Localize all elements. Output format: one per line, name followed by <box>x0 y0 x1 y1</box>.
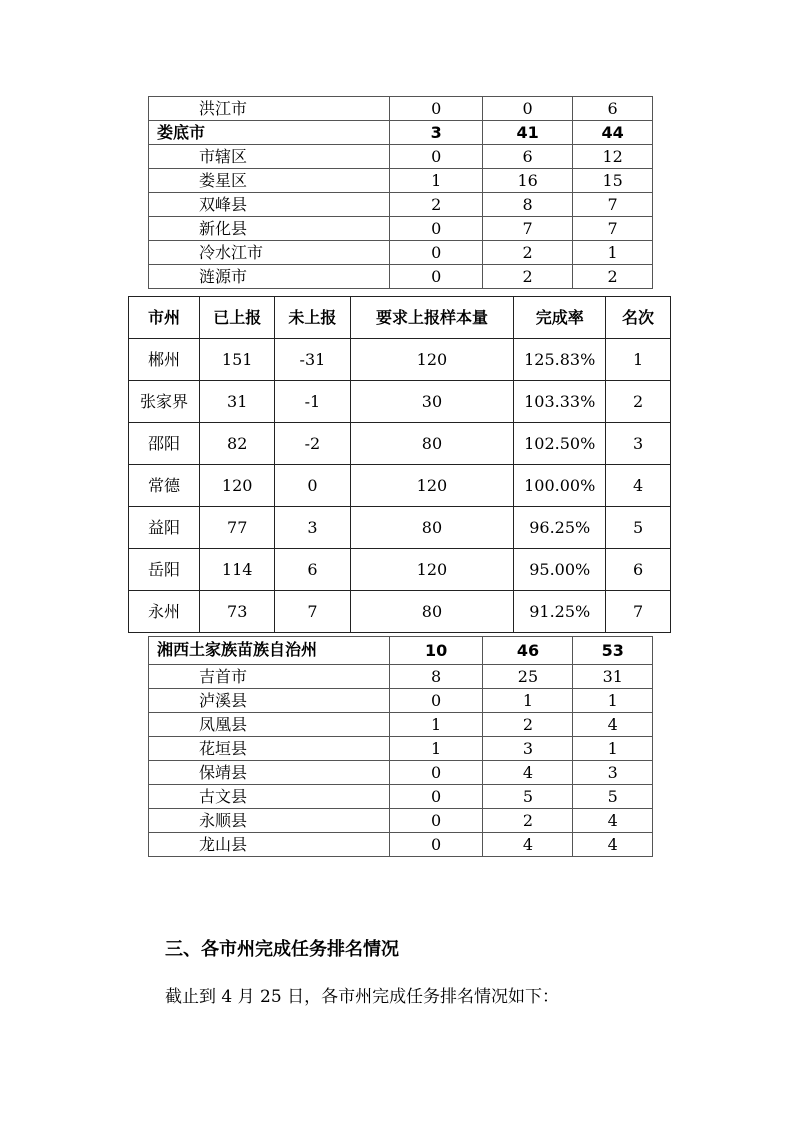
completion-rate-cell: 103.33% <box>514 381 606 423</box>
value-cell: 15 <box>573 169 653 193</box>
unreported-cell: -1 <box>275 381 350 423</box>
completion-rate-cell: 100.00% <box>514 465 606 507</box>
table-row <box>149 665 653 689</box>
district-name-cell: 吉首市 <box>149 665 390 689</box>
header-required-sample: 要求上报样本量 <box>350 297 514 339</box>
value-cell: 2 <box>573 265 653 289</box>
value-cell: 4 <box>573 809 653 833</box>
unreported-cell: 3 <box>275 507 350 549</box>
section-heading: 三、各市州完成任务排名情况 <box>165 939 399 960</box>
rank-cell: 6 <box>606 549 671 591</box>
city-cell: 岳阳 <box>129 549 200 591</box>
table-row <box>149 737 653 761</box>
ranking-header-row <box>129 297 671 339</box>
district-name-cell: 洪江市 <box>149 97 390 121</box>
value-cell: 2 <box>482 265 572 289</box>
table-row <box>149 761 653 785</box>
table-row <box>149 97 653 121</box>
completion-rate-cell: 102.50% <box>514 423 606 465</box>
value-cell: 7 <box>573 193 653 217</box>
value-cell: 1 <box>389 713 483 737</box>
ranking-table-body <box>129 297 671 633</box>
table-row <box>149 689 653 713</box>
city-cell: 永州 <box>129 591 200 633</box>
header-rank: 名次 <box>606 297 671 339</box>
value-cell: 1 <box>389 737 483 761</box>
table-row <box>149 193 653 217</box>
reported-cell: 120 <box>200 465 275 507</box>
reported-cell: 77 <box>200 507 275 549</box>
rank-cell: 4 <box>606 465 671 507</box>
value-cell: 0 <box>390 217 483 241</box>
unreported-cell: 0 <box>275 465 350 507</box>
value-cell: 1 <box>573 241 653 265</box>
city-name-cell: 湘西土家族苗族自治州 <box>149 637 390 665</box>
rank-cell: 7 <box>606 591 671 633</box>
rank-cell: 3 <box>606 423 671 465</box>
rank-cell: 1 <box>606 339 671 381</box>
value-cell: 8 <box>389 665 483 689</box>
value-cell: 46 <box>483 637 573 665</box>
value-cell: 4 <box>483 761 573 785</box>
table-row <box>149 785 653 809</box>
value-cell: 2 <box>483 809 573 833</box>
city-name-cell: 娄底市 <box>149 121 390 145</box>
district-table-top-body <box>149 97 653 289</box>
rank-cell: 5 <box>606 507 671 549</box>
unreported-cell: -31 <box>275 339 350 381</box>
header-reported: 已上报 <box>200 297 275 339</box>
value-cell: 0 <box>482 97 572 121</box>
header-completion-rate: 完成率 <box>514 297 606 339</box>
value-cell: 31 <box>573 665 653 689</box>
table-row <box>149 217 653 241</box>
value-cell: 0 <box>390 97 483 121</box>
district-name-cell: 古文县 <box>149 785 390 809</box>
district-name-cell: 花垣县 <box>149 737 390 761</box>
table-row <box>149 145 653 169</box>
value-cell: 2 <box>483 713 573 737</box>
value-cell: 0 <box>390 265 483 289</box>
reported-cell: 151 <box>200 339 275 381</box>
required-sample-cell: 80 <box>350 591 514 633</box>
value-cell: 8 <box>482 193 572 217</box>
value-cell: 1 <box>390 169 483 193</box>
value-cell: 3 <box>573 761 653 785</box>
value-cell: 0 <box>389 689 483 713</box>
district-name-cell: 冷水江市 <box>149 241 390 265</box>
value-cell: 41 <box>482 121 572 145</box>
city-cell: 张家界 <box>129 381 200 423</box>
table-row <box>149 713 653 737</box>
value-cell: 0 <box>389 785 483 809</box>
completion-rate-cell: 91.25% <box>514 591 606 633</box>
table-row <box>149 265 653 289</box>
table-row <box>149 169 653 193</box>
value-cell: 16 <box>482 169 572 193</box>
value-cell: 2 <box>390 193 483 217</box>
value-cell: 7 <box>482 217 572 241</box>
value-cell: 12 <box>573 145 653 169</box>
required-sample-cell: 120 <box>350 465 514 507</box>
value-cell: 0 <box>389 833 483 857</box>
table-row <box>149 637 653 665</box>
section-body: 截止到 4 月 25 日，各市州完成任务排名情况如下： <box>165 987 560 1007</box>
required-sample-cell: 120 <box>350 549 514 591</box>
table-row <box>149 241 653 265</box>
city-cell: 常德 <box>129 465 200 507</box>
district-name-cell: 新化县 <box>149 217 390 241</box>
value-cell: 7 <box>573 217 653 241</box>
required-sample-cell: 120 <box>350 339 514 381</box>
district-name-cell: 永顺县 <box>149 809 390 833</box>
value-cell: 3 <box>390 121 483 145</box>
table-row <box>149 121 653 145</box>
value-cell: 4 <box>483 833 573 857</box>
district-name-cell: 保靖县 <box>149 761 390 785</box>
ranking-row <box>129 549 671 591</box>
header-city: 市州 <box>129 297 200 339</box>
district-name-cell: 龙山县 <box>149 833 390 857</box>
value-cell: 25 <box>483 665 573 689</box>
district-name-cell: 娄星区 <box>149 169 390 193</box>
required-sample-cell: 80 <box>350 423 514 465</box>
completion-rate-cell: 125.83% <box>514 339 606 381</box>
value-cell: 1 <box>573 689 653 713</box>
value-cell: 1 <box>483 689 573 713</box>
value-cell: 10 <box>389 637 483 665</box>
reported-cell: 114 <box>200 549 275 591</box>
ranking-row <box>129 339 671 381</box>
value-cell: 1 <box>573 737 653 761</box>
value-cell: 0 <box>389 809 483 833</box>
value-cell: 53 <box>573 637 653 665</box>
unreported-cell: -2 <box>275 423 350 465</box>
value-cell: 4 <box>573 833 653 857</box>
district-name-cell: 涟源市 <box>149 265 390 289</box>
completion-rate-cell: 95.00% <box>514 549 606 591</box>
value-cell: 4 <box>573 713 653 737</box>
value-cell: 5 <box>573 785 653 809</box>
value-cell: 0 <box>389 761 483 785</box>
table-row <box>149 833 653 857</box>
unreported-cell: 6 <box>275 549 350 591</box>
value-cell: 2 <box>482 241 572 265</box>
rank-cell: 2 <box>606 381 671 423</box>
value-cell: 6 <box>573 97 653 121</box>
value-cell: 0 <box>390 241 483 265</box>
district-name-cell: 双峰县 <box>149 193 390 217</box>
required-sample-cell: 80 <box>350 507 514 549</box>
reported-cell: 31 <box>200 381 275 423</box>
city-cell: 郴州 <box>129 339 200 381</box>
district-name-cell: 凤凰县 <box>149 713 390 737</box>
district-name-cell: 泸溪县 <box>149 689 390 713</box>
table-row <box>149 809 653 833</box>
district-table-top <box>148 96 653 289</box>
reported-cell: 82 <box>200 423 275 465</box>
city-cell: 益阳 <box>129 507 200 549</box>
district-name-cell: 市辖区 <box>149 145 390 169</box>
city-cell: 邵阳 <box>129 423 200 465</box>
value-cell: 44 <box>573 121 653 145</box>
header-unreported: 未上报 <box>275 297 350 339</box>
ranking-row <box>129 381 671 423</box>
value-cell: 3 <box>483 737 573 761</box>
ranking-row <box>129 507 671 549</box>
district-table-bottom-body <box>149 637 653 857</box>
value-cell: 6 <box>482 145 572 169</box>
value-cell: 5 <box>483 785 573 809</box>
ranking-table <box>128 296 671 633</box>
district-table-bottom <box>148 636 653 857</box>
unreported-cell: 7 <box>275 591 350 633</box>
ranking-row <box>129 591 671 633</box>
required-sample-cell: 30 <box>350 381 514 423</box>
value-cell: 0 <box>390 145 483 169</box>
ranking-row <box>129 423 671 465</box>
completion-rate-cell: 96.25% <box>514 507 606 549</box>
reported-cell: 73 <box>200 591 275 633</box>
ranking-row <box>129 465 671 507</box>
